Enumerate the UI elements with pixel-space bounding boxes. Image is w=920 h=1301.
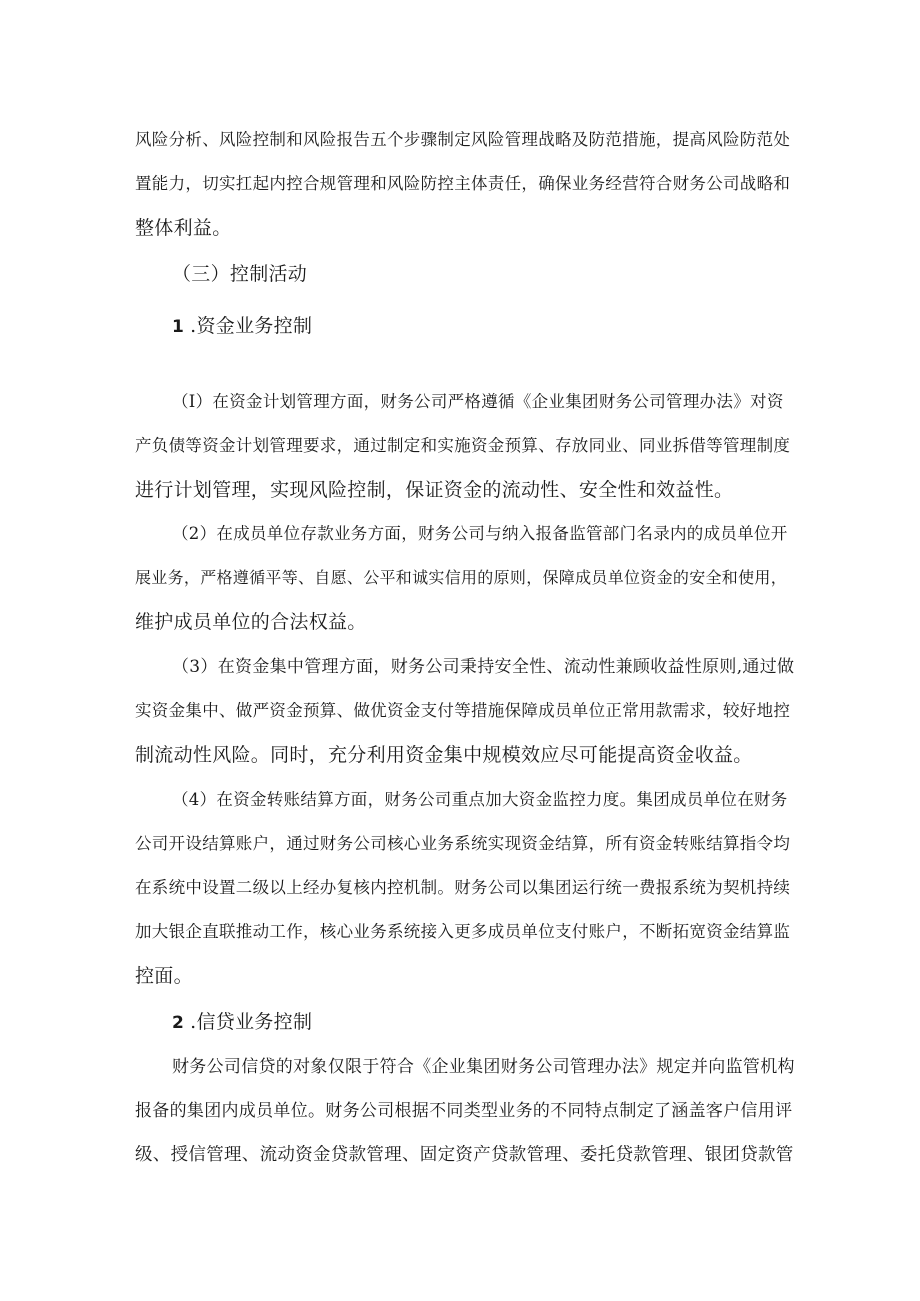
item-4-line-3: 在系统中设置二级以上经办复核内控机制。财务公司以集团运行统一费报系统为契机持续 (135, 878, 791, 897)
item-1-line-3: 进行计划管理，实现风险控制，保证资金的流动性、安全性和效益性。 (135, 479, 734, 501)
item-2-line-2: 展业务，严格遵循平等、自愿、公平和诚实信用的原则，保障成员单位资金的安全和使用， (135, 568, 788, 587)
item-3-line-3: 制流动性风险。同时，充分利用资金集中规模效应尽可能提高资金收益。 (135, 744, 753, 766)
credit-line-2: 报备的集团内成员单位。财务公司根据不同类型业务的不同特点制定了涵盖客户信用评 (135, 1101, 793, 1121)
subsection-2-heading (172, 1010, 832, 1035)
credit-line-1: 财务公司信贷的对象仅限于符合《企业集团财务公司管理办法》规定并向监管机构 (172, 1057, 795, 1077)
item-1-line-1: （I）在资金计划管理方面，财务公司严格遵循《企业集团财务公司管理办法》对资 (172, 392, 784, 411)
item-2-line-1: （2）在成员单位存款业务方面，财务公司与纳入报备监管部门名录内的成员单位开 (172, 524, 788, 543)
section-three-heading: （三）控制活动 (172, 263, 308, 285)
item-4-line-5: 控面。 (135, 965, 193, 987)
item-4-line-1: （4）在资金转账结算方面，财务公司重点加大资金监控力度。集团成员单位在财务 (172, 790, 788, 809)
subsection-2-title: .信贷业务控制 (190, 1011, 313, 1033)
subsection-1-heading (172, 314, 832, 339)
intro-line-1: 风险分析、风险控制和风险报告五个步骤制定风险管理战略及防范措施，提高风险防范处 (135, 130, 791, 149)
intro-line-3: 整体利益。 (135, 217, 232, 239)
intro-line-2: 置能力，切实扛起内控合规管理和风险防控主体责任，确保业务经营符合财务公司战略和 (135, 174, 791, 193)
subsection-1-title: .资金业务控制 (190, 315, 313, 337)
item-3-line-2: 实资金集中、做严资金预算、做优资金支付等措施保障成员单位正常用款需求，较好地控 (135, 701, 791, 720)
item-2-line-3: 维护成员单位的合法权益。 (135, 611, 367, 633)
item-3-line-1: （3）在资金集中管理方面，财务公司秉持安全性、流动性兼顾收益性原则,通过做 (172, 657, 795, 677)
credit-line-3: 级、授信管理、流动资金贷款管理、固定资产贷款管理、委托贷款管理、银团贷款管 (135, 1145, 794, 1165)
subsection-2-number: 2 (172, 1013, 185, 1033)
item-1-line-2: 产负债等资金计划管理要求，通过制定和实施资金预算、存放同业、同业拆借等管理制度 (135, 436, 791, 455)
item-4-line-4: 加大银企直联推动工作，核心业务系统接入更多成员单位支付账户，不断拓宽资金结算监 (135, 922, 791, 941)
subsection-1-number: 1 (172, 317, 185, 337)
item-4-line-2: 公司开设结算账户，通过财务公司核心业务系统实现资金结算，所有资金转账结算指令均 (135, 834, 791, 853)
